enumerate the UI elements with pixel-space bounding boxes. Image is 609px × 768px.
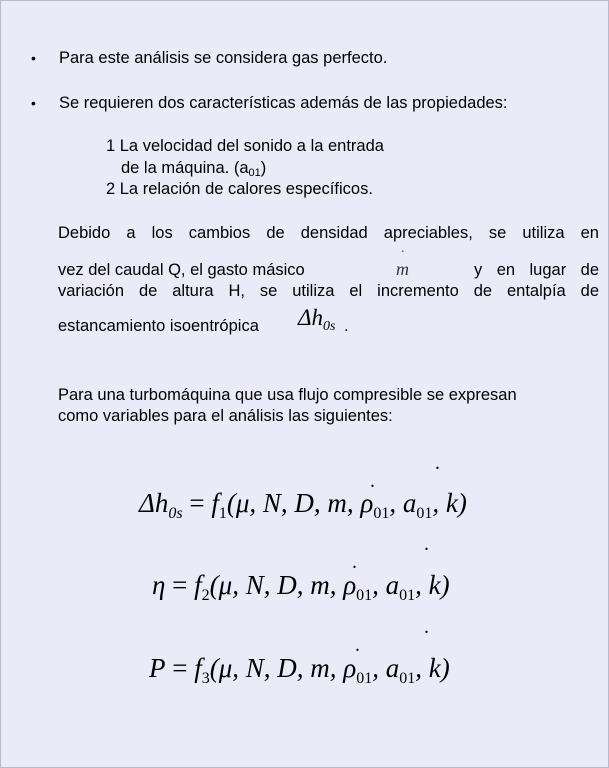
equation-dot: .: [424, 616, 429, 638]
equation-dot: .: [424, 533, 429, 555]
paragraph2-line1: Para una turbomáquina que usa flujo compresible se expresan: [58, 386, 517, 404]
equation-dot: .: [435, 452, 440, 474]
paragraph2-line2: como variables para el análisis las siguientes:: [58, 407, 393, 425]
paragraph1-line2-right: y en lugar de: [474, 261, 599, 279]
paragraph1-line1: Debido a los cambios de densidad apreciables, se utiliza en: [58, 224, 599, 242]
equation-1: $\Delta h_{0s} = f_1(\mu$, N, D, m, $\rho_{01}$, $a_{01}$, k): [139, 488, 467, 522]
list-item-1-cont: de la máquina. (a01): [121, 159, 267, 179]
paragraph1-line4: estancamiento isoentrópica: [58, 317, 259, 335]
paragraph1-line2-left: vez del caudal Q, el gasto másico: [58, 261, 305, 279]
equation-2: $\eta = f_2(\mu$, N, D, m, $\rho_{01}$, $a_{01}$, k): [152, 570, 450, 604]
bullet-marker: •: [31, 50, 36, 66]
paragraph1-line3: variación de altura H, se utiliza el incremento de entalpía de: [58, 282, 599, 300]
equation-dot: .: [355, 634, 360, 656]
bullet-marker: •: [31, 95, 36, 111]
equation-3: $P = f_3(\mu$, N, D, m, $\rho_{01}$, $a_{01}$, k): [149, 653, 450, 687]
enthalpy-symbol: $\Delta h_{0s}$: [298, 305, 336, 334]
bullet-text-2: Se requieren dos características además de las propiedades:: [59, 94, 508, 112]
bullet-text-1: Para este análisis se considera gas perfecto.: [59, 49, 388, 67]
equation-dot: .: [352, 551, 357, 573]
mass-flow-dot: .: [401, 241, 405, 256]
list-item-1: 1 La velocidad del sonido a la entrada: [106, 137, 384, 155]
paragraph1-end: .: [344, 317, 349, 335]
mass-flow-symbol: m: [396, 259, 409, 279]
list-item-2: 2 La relación de calores específicos.: [106, 180, 373, 198]
equation-dot: .: [370, 470, 375, 492]
